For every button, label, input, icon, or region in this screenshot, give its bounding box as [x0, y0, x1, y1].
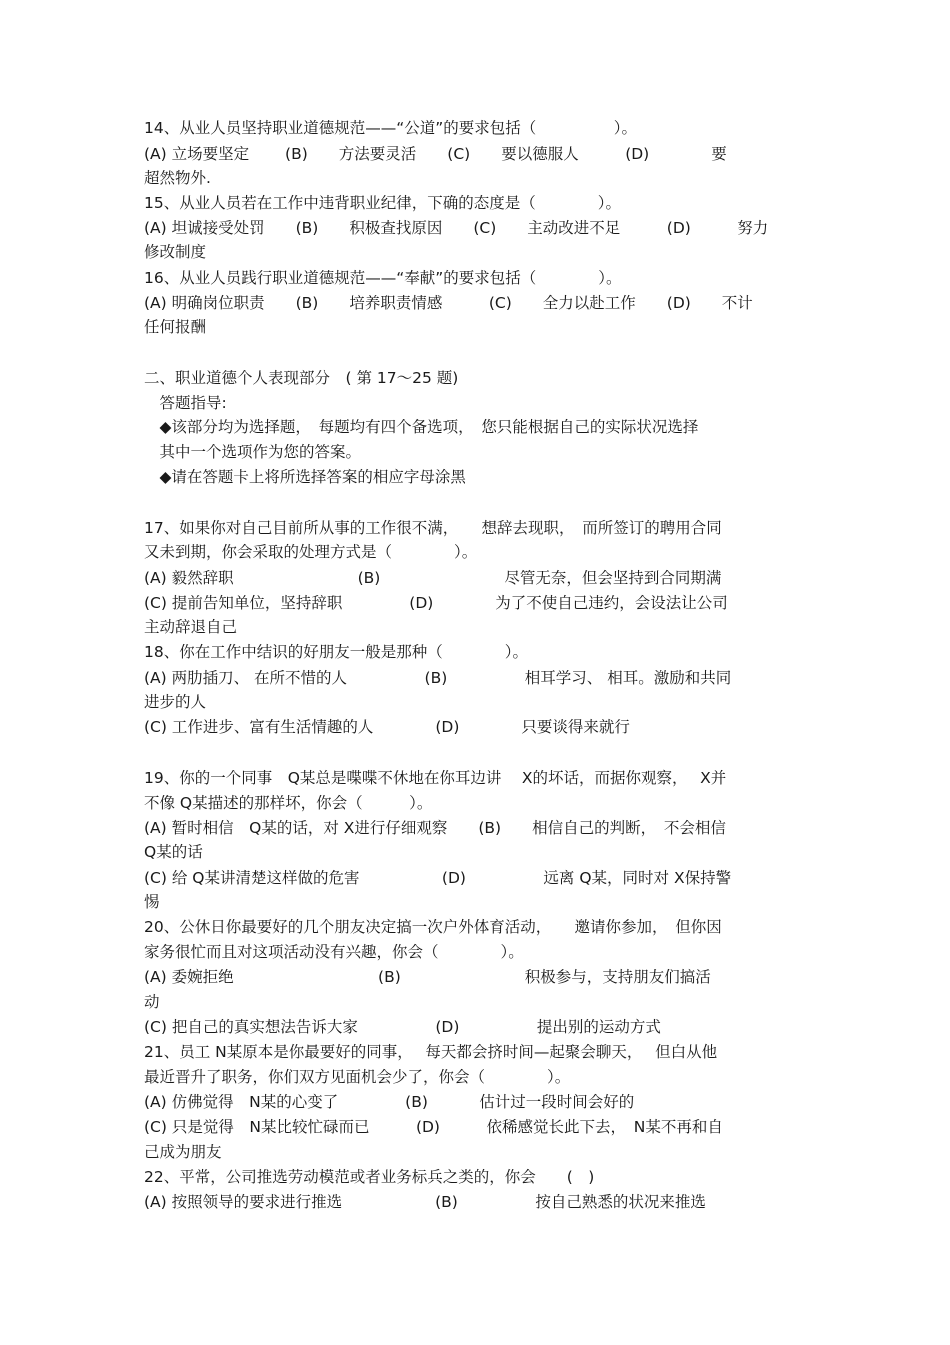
q16-options: (A) 明确岗位职责 (B) 培养职责情感 (C) 全力以赴工作 (D) 不计 — [144, 294, 753, 312]
q17-stem-cont: 又未到期，你会采取的处理方式是（ ）。 — [144, 543, 478, 561]
q17-stem: 17、如果你对自己目前所从事的工作很不满， 想辞去现职， 而所签订的聘用合同 — [144, 519, 722, 537]
q19-stem-cont: 不像 Q某描述的那样坏，你会（ ）。 — [144, 794, 433, 812]
q22-options-ab: (A) 按照领导的要求进行推选 (B) 按自己熟悉的状况来推选 — [144, 1193, 706, 1211]
q18-options-cd: (C) 工作进步、富有生活情趣的人 (D) 只要谈得来就行 — [144, 718, 630, 736]
q18-stem: 18、你在工作中结识的好朋友一般是那种（ ）。 — [144, 643, 528, 661]
instructions-label: 答题指导: — [144, 394, 227, 412]
instruction-bullet-2: ◆请在答题卡上将所选择答案的相应字母涂黑 — [144, 468, 466, 486]
section-heading: 二、职业道德个人表现部分 ( 第 17～25 题) — [144, 369, 459, 387]
q19-options-cd-cont: 惕 — [144, 893, 160, 911]
q16-stem: 16、从业人员践行职业道德规范——“奉献”的要求包括（ ）。 — [144, 269, 622, 287]
q15-stem: 15、从业人员若在工作中违背职业纪律，下确的态度是（ ）。 — [144, 194, 621, 212]
q21-stem: 21、员工 N某原本是你最要好的同事， 每天都会挤时间—起聚会聊天， 但白从他 — [144, 1043, 718, 1061]
q17-options-ab: (A) 毅然辞职 (B) 尽管无奈，但会坚持到合同期满 — [144, 569, 722, 587]
q15-options-cont: 修改制度 — [144, 243, 207, 261]
q17-options-cd: (C) 提前告知单位，坚持辞职 (D) 为了不使自己违约，会设法让公司 — [144, 594, 728, 612]
q21-options-cd-cont: 己成为朋友 — [144, 1143, 222, 1161]
q19-options-cd: (C) 给 Q某讲清楚这样做的危害 (D) 远离 Q某，同时对 X保持警 — [144, 869, 732, 887]
q17-options-cd-cont: 主动辞退自己 — [144, 618, 238, 636]
q21-options-cd: (C) 只是觉得 N某比较忙碌而已 (D) 依稀感觉长此下去， N某不再和自 — [144, 1118, 723, 1136]
q20-stem: 20、公休日你最要好的几个朋友决定搞一次户外体育活动， 邀请你参加， 但你因 — [144, 918, 722, 936]
q20-options-ab: (A) 委婉拒绝 (B) 积极参与，支持朋友们搞活 — [144, 968, 711, 986]
q19-options-ab-cont: Q某的话 — [144, 843, 203, 861]
q21-stem-cont: 最近晋升了职务，你们双方见面机会少了，你会（ ）。 — [144, 1068, 571, 1086]
q19-options-ab: (A) 暂时相信 Q某的话，对 X进行仔细观察 (B) 相信自己的判断， 不会相信 — [144, 819, 726, 837]
q22-stem: 22、平常，公司推选劳动模范或者业务标兵之类的，你会 ( ) — [144, 1168, 595, 1186]
q20-options-cd: (C) 把自己的真实想法告诉大家 (D) 提出别的运动方式 — [144, 1018, 661, 1036]
q15-options: (A) 坦诚接受处罚 (B) 积极查找原因 (C) 主动改进不足 (D) 努力 — [144, 219, 769, 237]
q14-options: (A) 立场要坚定 (B) 方法要灵活 (C) 要以德服人 (D) 要 — [144, 145, 727, 163]
q19-stem: 19、你的一个同事 Q某总是喋喋不休地在你耳边讲 X的坏话，而据你观察， X并 — [144, 769, 727, 787]
q20-stem-cont: 家务很忙而且对这项活动没有兴趣，你会（ ）。 — [144, 943, 524, 961]
q14-options-cont: 超然物外. — [144, 169, 211, 187]
q16-options-cont: 任何报酬 — [144, 318, 207, 336]
q18-options-ab: (A) 两肋插刀、 在所不惜的人 (B) 相耳学习、 相耳。激励和共同 — [144, 669, 732, 687]
instruction-bullet-1: ◆该部分均为选择题， 每题均有四个备选项， 您只能根据自己的实际状况选择 — [144, 418, 699, 436]
q18-options-ab-cont: 进步的人 — [144, 693, 207, 711]
instruction-bullet-1-cont: 其中一个选项作为您的答案。 — [144, 443, 362, 461]
q20-options-ab-cont: 动 — [144, 993, 160, 1011]
q14-stem: 14、从业人员坚持职业道德规范——“公道”的要求包括（ ）。 — [144, 119, 638, 137]
q21-options-ab: (A) 仿佛觉得 N某的心变了 (B) 估计过一段时间会好的 — [144, 1093, 635, 1111]
